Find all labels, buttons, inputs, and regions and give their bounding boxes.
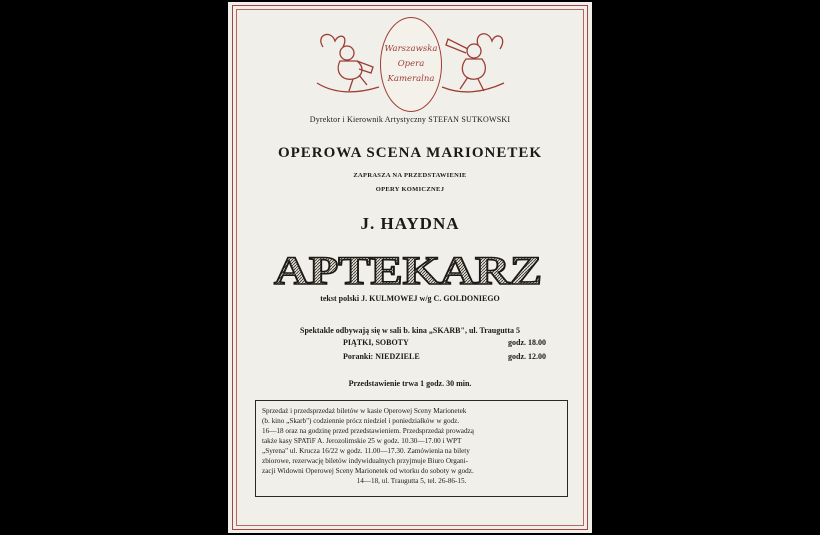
ticket-info-line: także kasy SPATiF A. Jerozolimskie 25 w godz. 10.30—17.00 i WPT <box>262 437 462 445</box>
duration-line: Przedstawienie trwa 1 godz. 30 min. <box>348 379 472 388</box>
libretto-credit: tekst polski J. KULMOWEJ w/g C. GOLDONIEGO <box>320 294 500 303</box>
schedule-label-2: Poranki: NIEDZIELE <box>343 352 420 361</box>
logo-line-3: Kameralna <box>387 74 435 84</box>
logo-oval <box>380 17 442 112</box>
logo-line-1: Warszawska <box>384 44 438 54</box>
composer-name: J. HAYDNA <box>360 214 460 233</box>
ticket-info-line: „Syrena" ul. Krucza 16/22 w godz. 11.00—17.30. Zamówienia na bilety <box>262 447 470 455</box>
opera-title <box>272 253 544 289</box>
ticket-info-text <box>262 406 561 486</box>
ticket-info-line: zacji Widowni Operowej Sceny Marionetek od wtorku do soboty w godz. <box>262 467 474 475</box>
ticket-info-line: 16—18 oraz na godzinę przed przedstawieniem. Przedsprzedaż prowadzą <box>262 427 474 435</box>
venue-line: Spektakle odbywają się w sali b. kina „SKARB", ul. Traugutta 5 <box>300 326 520 335</box>
schedule-label-1: PIĄTKI, SOBOTY <box>343 338 409 347</box>
page-title: OPEROWA SCENA MARIONETEK <box>277 145 543 161</box>
schedule-time-2: godz. 12.00 <box>508 352 546 361</box>
poster <box>228 2 592 533</box>
ticket-info-line: (b. kino „Skarb") codziennie prócz niedziel i poniedziałków w godz. <box>262 417 460 425</box>
invite-line-2: OPERY KOMICZNEJ <box>375 186 445 193</box>
director-line: Dyrektor i Kierownik Artystyczny STEFAN SUTKOWSKI <box>309 115 511 124</box>
opera-title-text: APTEKARZ <box>274 253 542 289</box>
logo-line-2: Opera <box>397 59 425 69</box>
ticket-info-box <box>255 400 568 497</box>
cherub-right-icon <box>438 27 508 97</box>
opera-logo <box>313 17 508 112</box>
ticket-info-line: zbiorowe, rezerwację biletów indywidualnych przyjmuje Biuro Organi- <box>262 457 469 465</box>
ticket-info-line: 14—18, ul. Traugutta 5, tel. 26-86-15. <box>356 477 467 485</box>
schedule-time-1: godz. 18.00 <box>508 338 546 347</box>
invite-line-1: ZAPRASZA NA PRZEDSTAWIENIE <box>353 172 467 179</box>
ticket-info-line: Sprzedaż i przedsprzedaż biletów w kasie Operowej Sceny Marionetek <box>262 407 467 415</box>
cherub-left-icon <box>313 27 383 97</box>
